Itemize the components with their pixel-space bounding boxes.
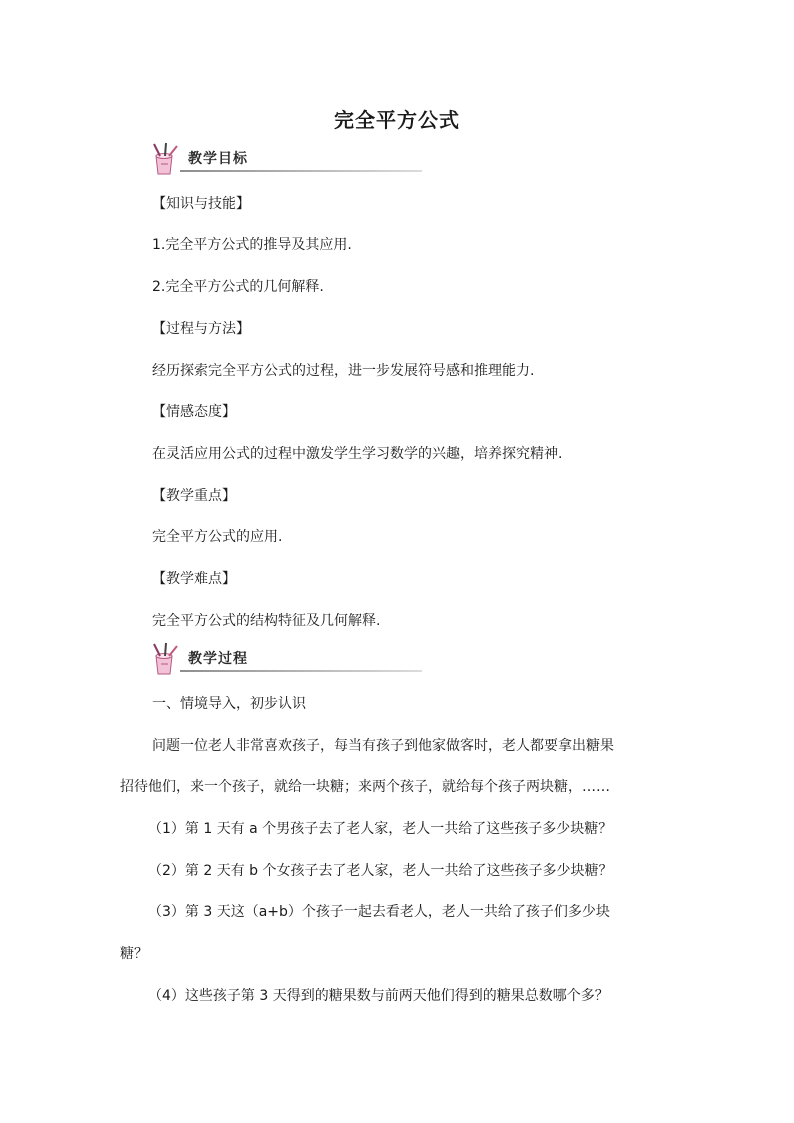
banner-label: 教学过程 bbox=[188, 651, 248, 667]
key-point-text: 完全平方公式的应用. bbox=[152, 529, 283, 545]
difficulty-text: 完全平方公式的结构特征及几何解释. bbox=[152, 613, 381, 629]
question-3-line-1: （3）第 3 天这（a+b）个孩子一起去看老人，老人一共给了孩子们多少块 bbox=[148, 904, 610, 920]
question-2: （2）第 2 天有 b 个女孩子去了老人家，老人一共给了这些孩子多少块糖？ bbox=[148, 863, 613, 879]
emotion-text: 在灵活应用公式的过程中激发学生学习数学的兴趣，培养探究精神. bbox=[152, 446, 563, 462]
question-1: （1）第 1 天有 a 个男孩子去了老人家，老人一共给了这些孩子多少块糖？ bbox=[148, 821, 613, 837]
emotion-heading: 【情感态度】 bbox=[152, 404, 236, 420]
knowledge-item-2: 2.完全平方公式的几何解释. bbox=[152, 279, 324, 295]
question-3-line-2: 糖？ bbox=[120, 946, 148, 962]
method-text: 经历探索完全平方公式的过程，进一步发展符号感和推理能力. bbox=[152, 363, 535, 379]
key-point-heading: 【教学重点】 bbox=[152, 488, 236, 504]
banner-underline bbox=[180, 170, 422, 172]
problem-text-line-2: 招待他们，来一个孩子，就给一块糖；来两个孩子，就给每个孩子两块糖，…… bbox=[120, 779, 610, 795]
section-banner-objectives bbox=[150, 142, 274, 176]
problem-text-line-1: 问题一位老人非常喜欢孩子，每当有孩子到他家做客时，老人都要拿出糖果 bbox=[152, 738, 614, 754]
section-banner-process bbox=[150, 642, 274, 676]
banner-underline bbox=[180, 670, 422, 672]
banner-label: 教学目标 bbox=[188, 151, 248, 167]
knowledge-item-1: 1.完全平方公式的推导及其应用. bbox=[152, 237, 352, 253]
question-4: （4）这些孩子第 3 天得到的糖果数与前两天他们得到的糖果总数哪个多？ bbox=[148, 988, 609, 1004]
difficulty-heading: 【教学难点】 bbox=[152, 571, 236, 587]
page-title: 完全平方公式 bbox=[334, 108, 460, 132]
knowledge-heading: 【知识与技能】 bbox=[152, 196, 250, 212]
section-heading-1: 一、情境导入，初步认识 bbox=[152, 696, 306, 712]
method-heading: 【过程与方法】 bbox=[152, 321, 250, 337]
